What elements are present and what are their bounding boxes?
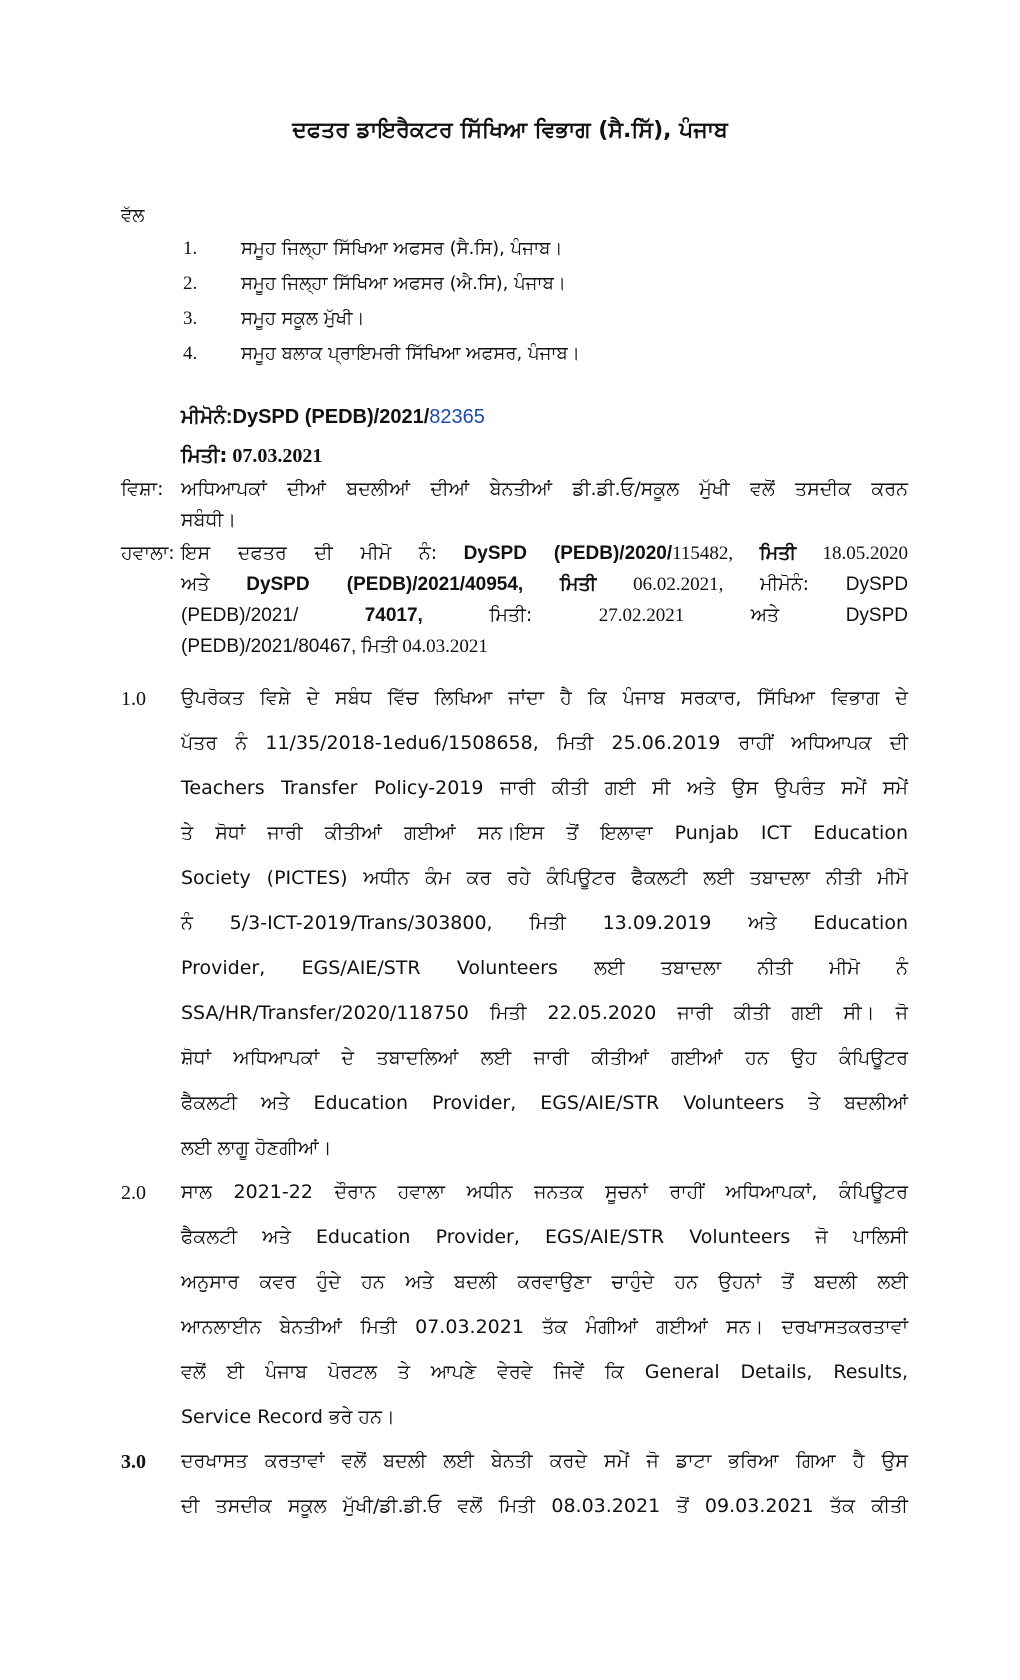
document-page: ਦਫਤਰ ਡਾਇਰੈਕਟਰ ਸਿੱਖਿਆ ਵਿਭਾਗ (ਸੈ.ਸਿੱ), ਪੰਜਾਬ ਵੱਲ 1. ਸਮੂਹ ਜਿਲ੍ਹਾ ਸਿੱਖਿਆ ਅਫਸਰ (ਸੈ.ਸਿ), ਪੰਜਾਬ। 2. ਸਮੂਹ ਜਿਲ੍ਹਾ ਸਿੱਖਿਆ ਅਫਸਰ (ਐ.ਸਿ), ਪੰਜਾਬ। 3. ਸਮੂਹ ਸਕੂਲ ਮੁੱਖੀ। 4. ਸਮੂਹ ਬਲਾਕ ਪ੍ਰਾਇਮਰੀ ਸਿੱਖਿਆ ਅਫਸਰ, ਪੰਜਾਬ। ਮੀਮੋਨੰ:DySPD (PEDB)/2021/82365 ਮਿਤੀ: 07.03.2021 ਵਿਸ਼ਾ: ਅਧਿਆਪਕਾਂ ਦੀਆਂ ਬਦਲੀਆਂ ਦੀਆਂ ਬੇਨਤੀਆਂ ਡੀ.ਡੀ.ਓ/ਸਕੂਲ ਮੁੱਖੀ ਵਲੋਂ ਤਸਦੀਕ ਕਰਨ ਸਬੰਧੀ। ਹਵਾਲਾ: ਇਸ ਦਫਤਰ ਦੀ ਮੀਮੋ ਨੰ: DySPD (PEDB)/2020/115482, ਮਿਤੀ 18.05.2020 ਅਤੇ DySPD (PEDB)/2021/40954, ਮਿਤੀ 06.02.2021, ਮੀਮੋਨੰ: DySPD (PEDB)/2021/ 74017, ਮਿਤੀ: 27.02.2021 ਅਤੇ DySPD (PEDB)/2021/80467, ਮਿਤੀ 04.03.2021 1.0 ਉਪਰੋਕਤ ਵਿਸ਼ੇ ਦੇ ਸਬੰਧ ਵਿੱਚ ਲਿਖਿਆ ਜਾਂਦਾ ਹੈ ਕਿ ਪੰਜਾਬ ਸਰਕਾਰ, ਸਿੱਖਿਆ ਵਿਭਾਗ ਦੇ ਪੱਤਰ ਨੰ 11/35/2018-1edu6/1508658, ਮਿਤੀ 25.06.2019 ਰਾਹੀਂ ਅਧਿਆਪਕ ਦੀ Teachers Transfer Policy-2019 ਜਾਰੀ ਕੀਤੀ ਗਈ ਸੀ ਅਤੇ ਉਸ ਉਪਰੰਤ ਸਮੇਂ ਸਮੇਂ ਤੇ ਸੋਧਾਂ ਜਾਰੀ ਕੀਤੀਆਂ ਗਈਆਂ ਸਨ।ਇਸ ਤੋਂ ਇਲਾਵਾ Punjab ICT Education Society (PICTES) ਅਧੀਨ ਕੰਮ ਕਰ ਰਹੇ ਕੰਪਿਊਟਰ ਫੈਕਲਟੀ ਲਈ ਤਬਾਦਲਾ ਨੀਤੀ ਮੀਮੋ ਨੰ 5/3-ICT-2019/Trans/303800, ਮਿਤੀ 13.09.2019 ਅਤੇ Education Provider, EGS/AIE/STR Volunteers ਲਈ ਤਬਾਦਲਾ ਨੀਤੀ ਮੀਮੋ ਨੰ SSA/HR/Transfer/2020/118750 ਮਿਤੀ 22.05.2020 ਜਾਰੀ ਕੀਤੀ ਗਈ ਸੀ। ਜੋ ਸ਼ੋਧਾਂ ਅਧਿਆਪਕਾਂ ਦੇ ਤਬਾਦਲਿਆਂ ਲਈ ਜਾਰੀ ਕੀਤੀਆਂ ਗਈਆਂ ਹਨ ਉਹ ਕੰਪਿਊਟਰ ਫੈਕਲਟੀ ਅਤੇ Education Provider, EGS/AIE/STR Volunteers ਤੇ ਬਦਲੀਆਂ ਲਈ ਲਾਗੂ ਹੋਣਗੀਆਂ। 2.0 ਸਾਲ 2021-22 ਦੌਰਾਨ ਹਵਾਲਾ ਅਧੀਨ ਜਨਤਕ ਸੂਚਨਾਂ ਰਾਹੀਂ ਅਧਿਆਪਕਾਂ, ਕੰਪਿਊਟਰ ਫੈਕਲਟੀ ਅਤੇ Education Provider, EGS/AIE/STR Volunteers ਜੋ ਪਾਲਿਸੀ ਅਨੁਸਾਰ ਕਵਰ ਹੁੰਦੇ ਹਨ ਅਤੇ ਬਦਲੀ ਕਰਵਾਉਣਾ ਚਾਹੁੰਦੇ ਹਨ ਉਹਨਾਂ ਤੋਂ ਬਦਲੀ ਲਈ ਆਨਲਾਈਨ ਬੇਨਤੀਆਂ ਮਿਤੀ 07.03.2021 ਤੱਕ ਮੰਗੀਆਂ ਗਈਆਂ ਸਨ। ਦਰਖਾਸਤਕਰਤਾਵਾਂ ਵਲੋਂ ਈ ਪੰਜਾਬ ਪੋਰਟਲ ਤੇ ਆਪਣੇ ਵੇਰਵੇ ਜਿਵੇਂ ਕਿ General Details, Results, Service Record ਭਰੇ ਹਨ। 3.0 ਦਰਖਾਸਤ ਕਰਤਾਵਾਂ ਵਲੋਂ ਬਦਲੀ ਲਈ ਬੇਨਤੀ ਕਰਦੇ ਸਮੇਂ ਜੋ ਡਾਟਾ ਭਰਿਆ ਗਿਆ ਹੈ ਉਸ ਦੀ ਤਸਦੀਕ ਸਕੂਲ ਮੁੱਖੀ/ਡੀ.ਡੀ.ਓ ਵਲੋਂ ਮਿਤੀ 08.03.2021 ਤੋਂ 09.03.2021 ਤੱਕ ਕੀਤੀ (0, 0, 1020, 1680)
memo-date: ਮਿਤੀ: 07.03.2021 (181, 443, 323, 467)
to-label: ਵੱਲ (121, 205, 145, 226)
office-title: ਦਫਤਰ ਡਾਇਰੈਕਟਰ ਸਿੱਖਿਆ ਵਿਭਾਗ (ਸੈ.ਸਿੱ), ਪੰਜਾਬ (292, 118, 728, 143)
reference-line: (PEDB)/2021/80467, ਮਿਤੀ 04.03.2021 (181, 635, 488, 657)
memo-number: ਮੀਮੋਨੰ:DySPD (PEDB)/2021/82365 (181, 406, 485, 428)
reference-line: ਇਸ ਦਫਤਰ ਦੀ ਮੀਮੋ ਨੰ: DySPD (PEDB)/2020/115482, ਮਿਤੀ 18.05.2020 (181, 542, 908, 564)
reference-line: (PEDB)/2021/ 74017, ਮਿਤੀ: 27.02.2021 ਅਤੇ DySPD (181, 604, 908, 626)
reference-line: ਅਤੇ DySPD (PEDB)/2021/40954, ਮਿਤੀ 06.02.2021, ਮੀਮੋਨੰ: DySPD (181, 573, 909, 595)
